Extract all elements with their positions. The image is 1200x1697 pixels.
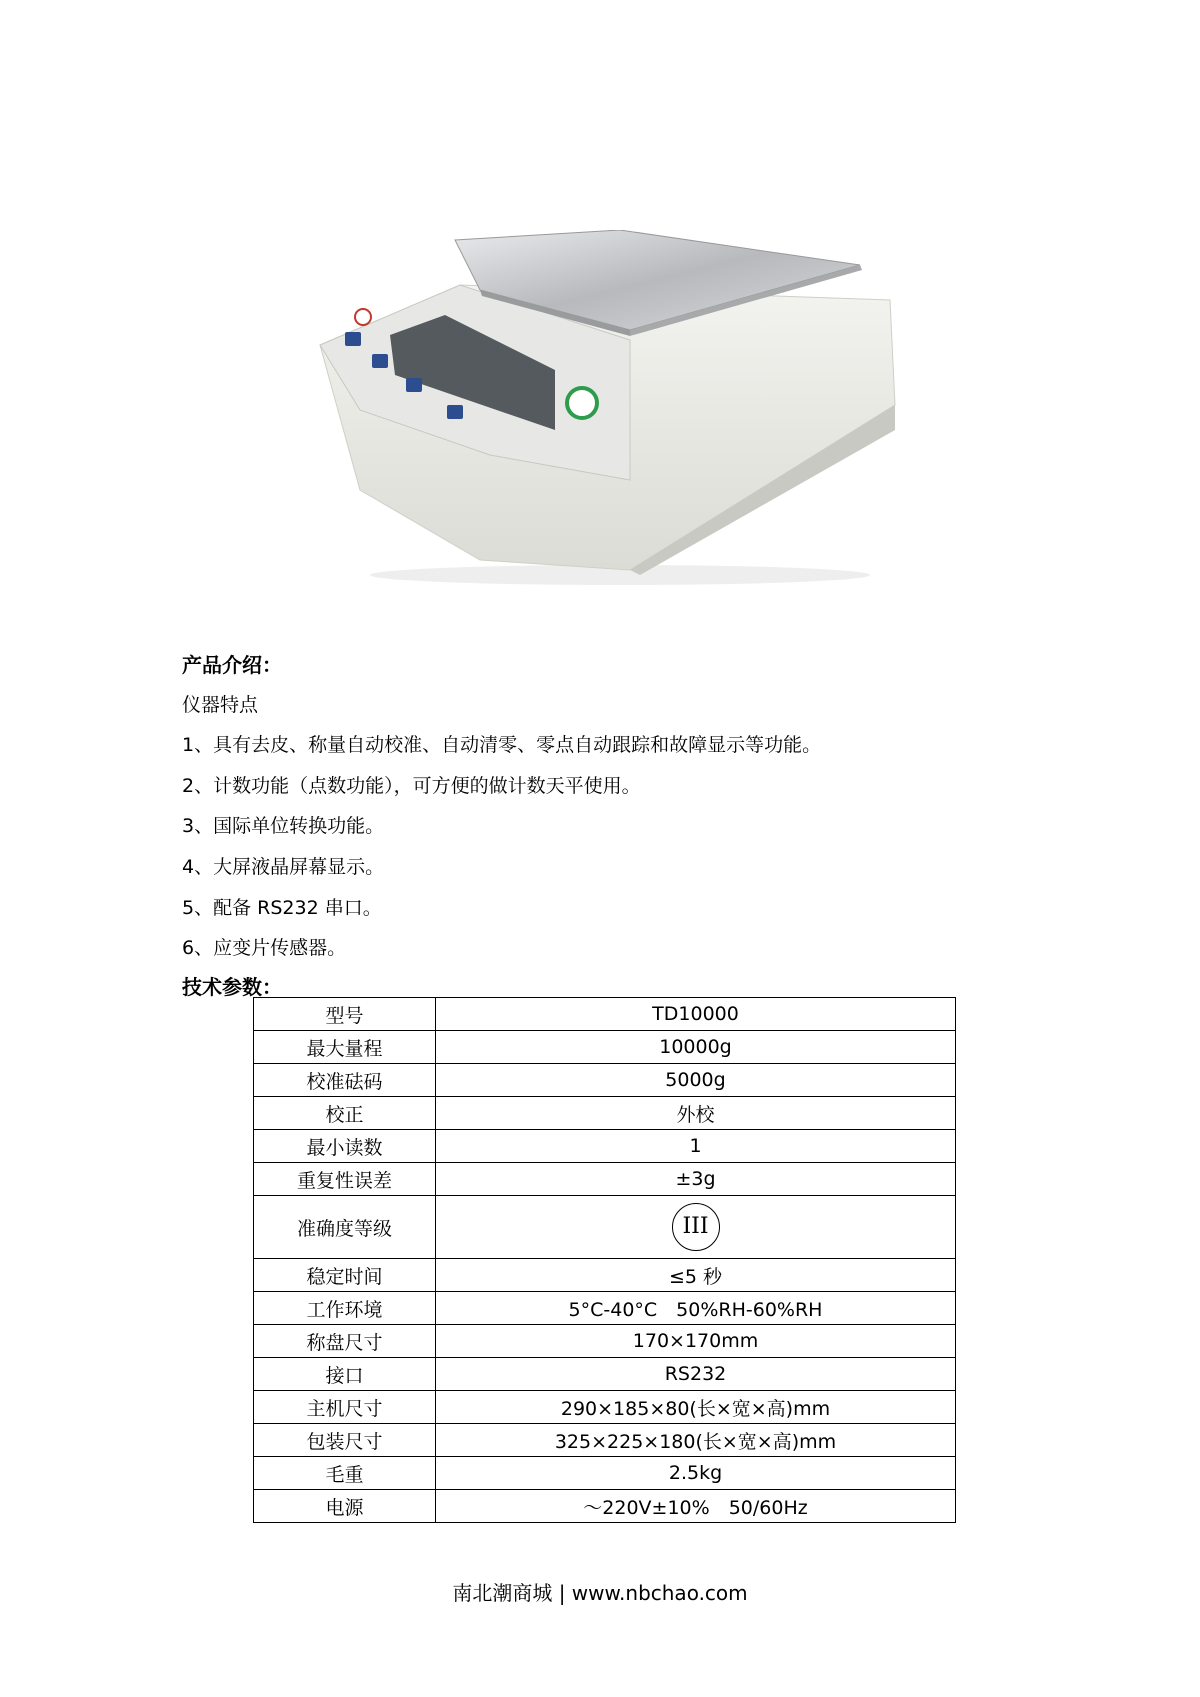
spec-value: 5000g: [436, 1064, 956, 1097]
spec-label: 主机尺寸: [254, 1391, 436, 1424]
spec-value: TD10000: [436, 998, 956, 1031]
spec-label: 包装尺寸: [254, 1424, 436, 1457]
accuracy-class-symbol: III: [672, 1203, 720, 1251]
table-row: [254, 1457, 956, 1490]
spec-label: 接口: [254, 1358, 436, 1391]
spec-value: RS232: [436, 1358, 956, 1391]
spec-value: 170×170mm: [436, 1325, 956, 1358]
spec-label: 校准砝码: [254, 1064, 436, 1097]
feature-item: 4、大屏液晶屏幕显示。: [182, 856, 385, 878]
table-row: [254, 1325, 956, 1358]
spec-label: 电源: [254, 1490, 436, 1523]
footer-site-info: 南北潮商城 | www.nbchao.com: [452, 1581, 748, 1605]
table-row: [254, 1424, 956, 1457]
table-row: [254, 1490, 956, 1523]
spec-value: ≤5 秒: [436, 1259, 956, 1292]
spec-value: ～220V±10% 50/60Hz: [436, 1490, 956, 1523]
spec-label: 最大量程: [254, 1031, 436, 1064]
table-row: [254, 1031, 956, 1064]
spec-label: 准确度等级: [254, 1196, 436, 1259]
spec-label: 稳定时间: [254, 1259, 436, 1292]
feature-item: 1、具有去皮、称量自动校准、自动清零、零点自动跟踪和故障显示等功能。: [182, 734, 822, 756]
feature-item: 5、配备 RS232 串口。: [182, 897, 382, 919]
feature-item: 3、国际单位转换功能。: [182, 815, 385, 837]
table-row: [254, 1391, 956, 1424]
table-row: [254, 1259, 956, 1292]
spec-value: 290×185×80(长×宽×高)mm: [436, 1391, 956, 1424]
spec-label: 毛重: [254, 1457, 436, 1490]
spec-label: 称盘尺寸: [254, 1325, 436, 1358]
feature-item: 6、应变片传感器。: [182, 937, 347, 959]
spec-value: 10000g: [436, 1031, 956, 1064]
spec-label: 最小读数: [254, 1130, 436, 1163]
spec-value: ±3g: [436, 1163, 956, 1196]
spec-value: 325×225×180(长×宽×高)mm: [436, 1424, 956, 1457]
table-row: [254, 1130, 956, 1163]
table-row: [254, 1358, 956, 1391]
table-row: [254, 1163, 956, 1196]
tech-title: 技术参数：: [182, 975, 282, 999]
spec-label: 型号: [254, 998, 436, 1031]
intro-title: 产品介绍：: [182, 653, 282, 677]
spec-value: [436, 1196, 956, 1259]
table-row: [254, 1097, 956, 1130]
spec-label: 重复性误差: [254, 1163, 436, 1196]
spec-value: 2.5kg: [436, 1457, 956, 1490]
table-row: [254, 1196, 956, 1259]
table-row: [254, 1064, 956, 1097]
spec-value: 5°C-40°C 50%RH-60%RH: [436, 1292, 956, 1325]
spec-label: 工作环境: [254, 1292, 436, 1325]
spec-value: 外校: [436, 1097, 956, 1130]
table-row: [254, 998, 956, 1031]
intro-subtitle: 仪器特点: [182, 694, 259, 716]
table-row: [254, 1292, 956, 1325]
spec-label: 校正: [254, 1097, 436, 1130]
product-photo: [300, 230, 900, 590]
spec-table: [253, 997, 956, 1523]
spec-value: 1: [436, 1130, 956, 1163]
feature-item: 2、计数功能（点数功能），可方便的做计数天平使用。: [182, 775, 641, 797]
